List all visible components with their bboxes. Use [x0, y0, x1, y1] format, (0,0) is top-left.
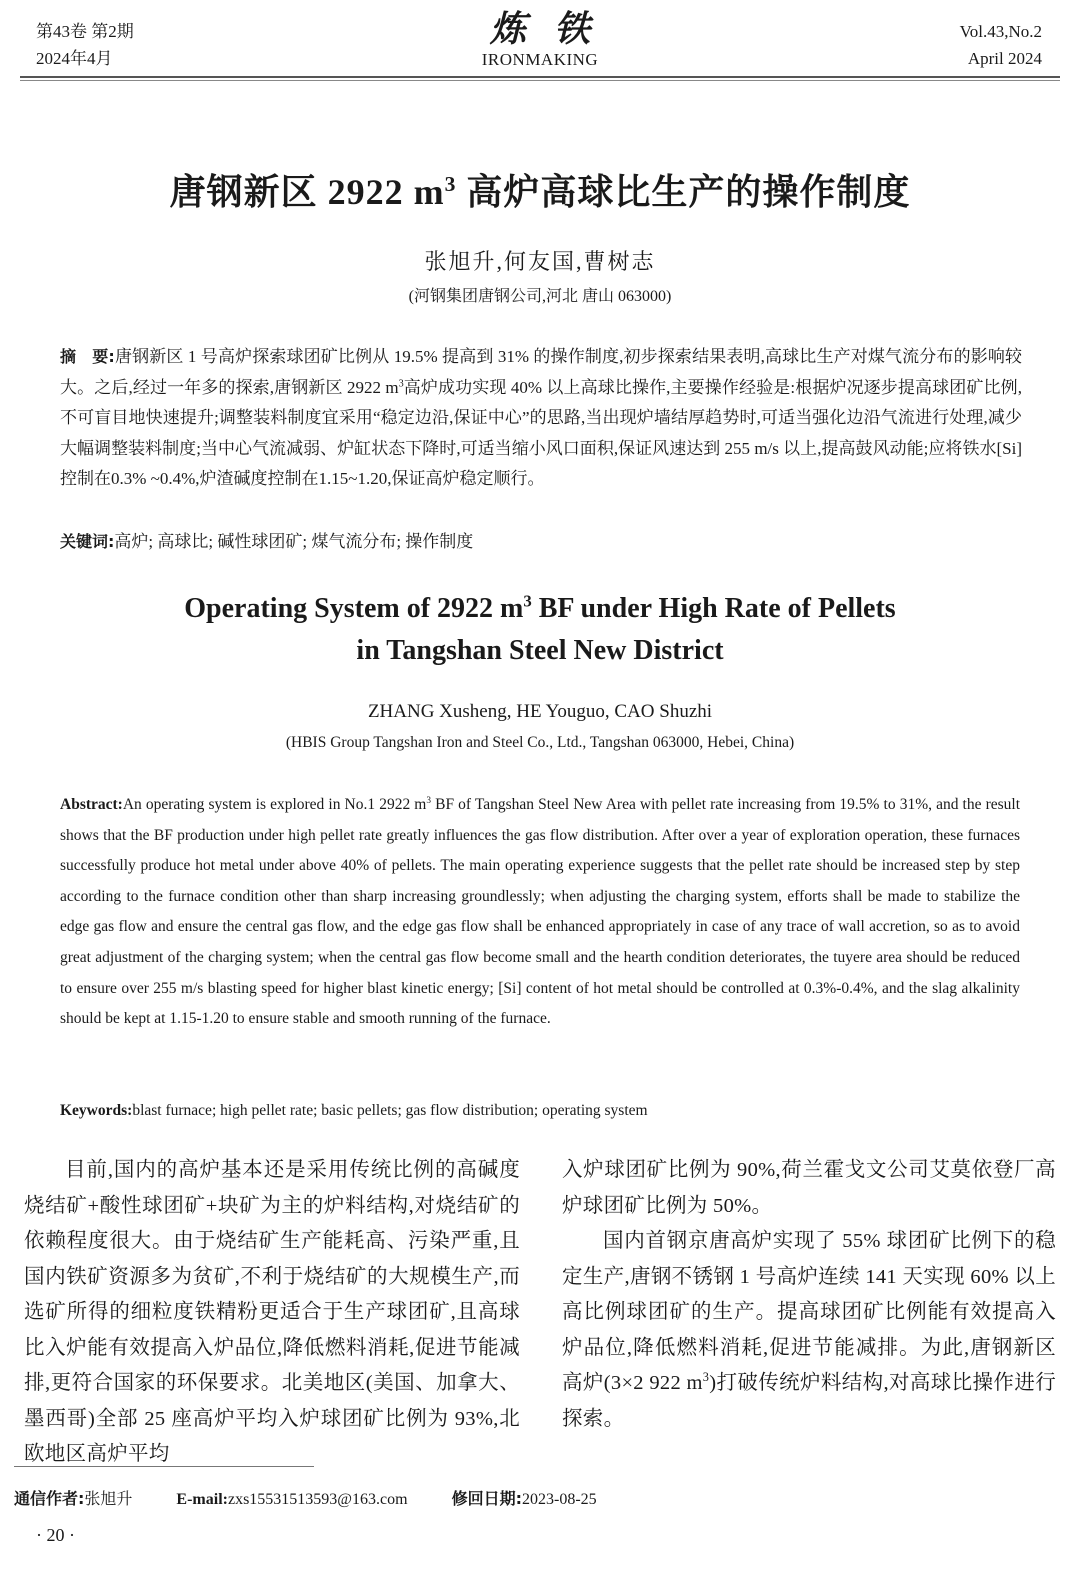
revised-date: 2023-08-25 [521, 1491, 597, 1508]
body-column-right [562, 1153, 1056, 1437]
title-en-superscript: 3 [523, 591, 532, 611]
affiliation-en: (HBIS Group Tangshan Iron and Steel Co., Ltd., Tangshan 063000, Hebei, China) [285, 734, 795, 751]
abstract-en [60, 790, 1020, 1035]
footnote-rule [14, 1466, 314, 1467]
keywords-cn [60, 528, 1022, 556]
keywords-en [60, 1097, 1020, 1125]
title-en-line1 [0, 588, 1080, 630]
header-right [960, 18, 1042, 72]
keywords-cn-text: 高炉; 高球比; 碱性球团矿; 煤气流分布; 操作制度 [114, 532, 474, 551]
title-cn-text-end: 高炉高球比生产的操作制度 [456, 172, 911, 212]
title-cn-superscript: 3 [444, 172, 457, 196]
abstract-cn-text: 唐钢新区 1 号高炉探索球团矿比例从 19.5% 提高到 31% 的操作制度,初步探索结果表明,高球比生产对煤气流分布的影响较大。之后,经过一年多的探索,唐钢新区 2922 m [60, 347, 1022, 397]
keywords-cn-label: 关键词: [60, 532, 115, 551]
journal-name-en: IRONMAKING [481, 50, 599, 69]
body-text-end: )打破传统炉料结构,对高球比操作进行探索。 [562, 1372, 1057, 1430]
journal-masthead [0, 8, 1080, 70]
email-address[interactable]: zxs15531513593@163.com [227, 1491, 408, 1508]
corresponding-author-label: 通信作者: [14, 1489, 85, 1508]
revised-date-label: 修回日期: [451, 1489, 522, 1508]
date-en: April 2024 [967, 49, 1042, 68]
body-paragraph: 目前,国内的高炉基本还是采用传统比例的高碱度烧结矿+酸性球团矿+块矿为主的炉料结构,对烧结矿的依赖程度很大。由于烧结矿生产能耗高、污染严重,且国内铁矿资源多为贫矿,不利于烧结矿的大规模生产,而选矿所得的细粒度铁精粉更适合于生产球团矿,且高球比入炉能有效提高入炉品位,降低燃料消耗,促进节能减排,更符合国家的环保要求。北美地区(美国、加拿大、墨西哥)全部 25 座高炉平均入炉球团矿比例为 93%,北欧地区高炉平均 [24, 1159, 520, 1465]
volume-issue-en: Vol.43,No.2 [959, 22, 1042, 41]
footnote [14, 1487, 597, 1512]
keywords-en-label: Keywords: [60, 1102, 133, 1119]
abstract-en-text: An operating system is explored in No.1 2922 m [122, 796, 427, 813]
page-number: · 20 · [36, 1525, 75, 1545]
paper-title-en [0, 588, 1080, 672]
authors-en: ZHANG Xusheng, HE Youguo, CAO Shuzhi [367, 701, 713, 722]
corresponding-author-name: 张旭升 [84, 1491, 133, 1508]
volume-issue-cn: 第43卷 第2期 [36, 22, 134, 41]
affiliation-cn: (河钢集团唐钢公司,河北 唐山 063000) [408, 288, 672, 305]
body-column-left [24, 1153, 520, 1473]
abstract-cn-superscript: 3 [398, 377, 404, 389]
journal-name-cn: 炼铁 [489, 9, 618, 49]
abstract-en-label: Abstract: [60, 796, 123, 813]
abstract-cn [60, 342, 1022, 495]
header-rule-thin [20, 80, 1060, 81]
body-text: 国内首钢京唐高炉实现了 55% 球团矿比例下的稳定生产,唐钢不锈钢 1 号高炉连续 141 天实现 60% 以上高比例球团矿的生产。提高球团矿比例能有效提高入炉品位,降低燃料消耗,促进节能减排。为此,唐钢新区高炉(3×2 922 m [562, 1230, 1056, 1394]
abstract-cn-text-cont: 高炉成功实现 40% 以上高球比操作,主要操作经验是:根据炉况逐步提高球团矿比例,不可盲目地快速提升;调整装料制度宜采用“稳定边沿,保证中心”的思路,当出现炉墙结厚趋势时,可适当强化边沿气流进行处理,减少大幅调整装料制度;当中心气流减弱、炉缸状态下降时,可适当缩小风口面积,保证风速达到 255 m/s 以上,提高鼓风动能;应将铁水[Si]控制在0.3% ~0.4%,炉渣碱度控制在1.15~1.20,保证高炉稳定顺行。 [60, 377, 1022, 489]
abstract-en-text-cont: BF of Tangshan Steel New Area with pellet rate increasing from 19.5% to 31%, and the result shows that the BF production under high pellet rate greatly influences the gas flow distribution. After over a year of exploration operation, these furnaces successfully produce hot metal under above 40% of pellets. The main operating experience suggests that the pellet rate should be increased step by step according to the furnace condition other than sharp increasing groundlessly; when adjusting the charging system, efforts shall be made to stabilize the edge gas flow and ensure the central gas flow, and the edge gas flow shall be enhanced appropriately in case of any trace of wall accretion, so as to avoid great adjustment of the charging system; when the central gas flow become small and the hearth condition deteriorates, the tuyere area should be reduced to ensure over 255 m/s blasting speed for higher blast kinetic energy; [Si] content of hot metal should be controlled at 0.3%-0.4%, and the slag alkalinity should be kept at 1.15-1.20 to ensure stable and smooth running of the furnace. [60, 796, 1020, 1028]
date-cn: 2024年4月 [36, 49, 113, 68]
header-rule [20, 76, 1060, 78]
paper-title-cn [0, 168, 1080, 216]
body-paragraph-cont: 入炉球团矿比例为 90%,荷兰霍戈文公司艾莫依登厂高炉球团矿比例为 50%。 [562, 1159, 1056, 1217]
abstract-cn-label: 摘 要: [60, 347, 115, 366]
title-en-line2: in Tangshan Steel New District [356, 635, 724, 666]
title-cn-text: 唐钢新区 2922 m [169, 172, 445, 212]
email-label: E-mail: [176, 1491, 228, 1508]
title-en-text-end: BF under High Rate of Pellets [531, 593, 896, 624]
abstract-en-superscript: 3 [426, 795, 432, 806]
keywords-en-text: blast furnace; high pellet rate; basic pellets; gas flow distribution; operating system [132, 1102, 648, 1119]
body-superscript: 3 [702, 1370, 710, 1385]
authors-cn: 张旭升,何友国,曹树志 [424, 249, 656, 274]
title-en-text: Operating System of 2922 m [184, 593, 524, 624]
body-paragraph [562, 1224, 1056, 1437]
